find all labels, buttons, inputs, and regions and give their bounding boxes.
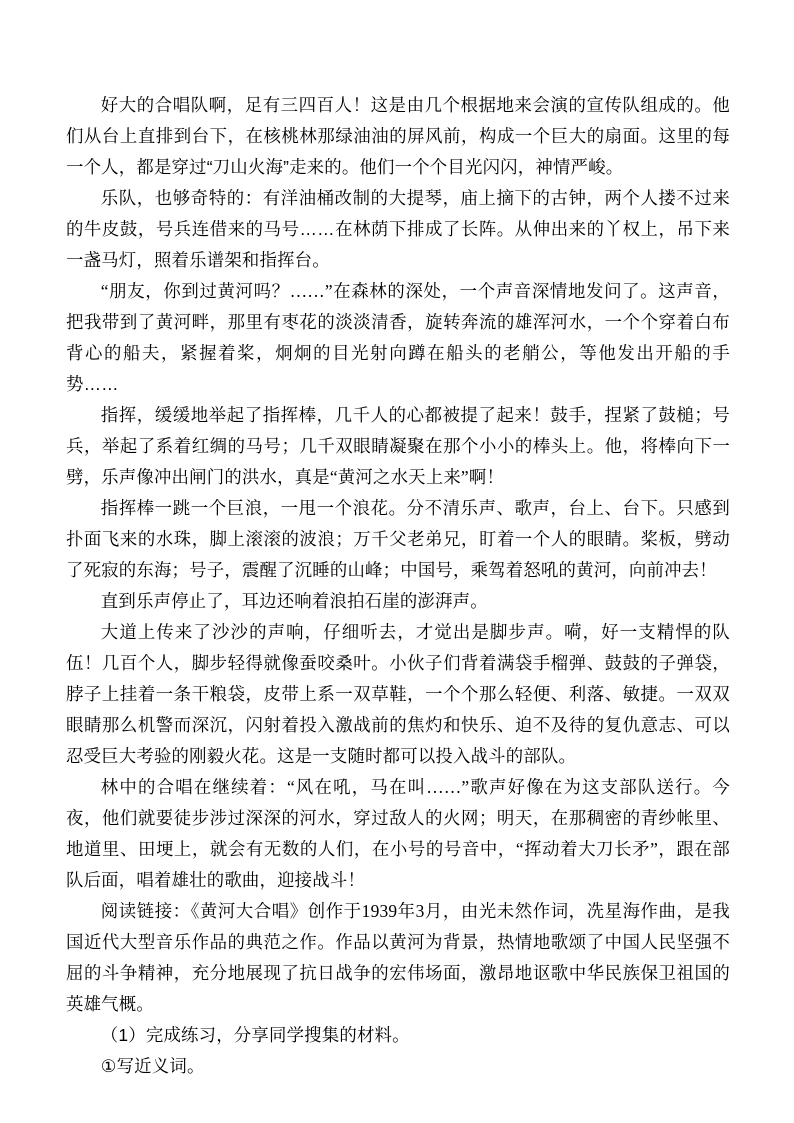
document-body	[66, 90, 730, 1082]
text-run: “朋友，你到过黄河吗？……”	[100, 281, 333, 301]
text-run: 好大的合唱队啊，足有三四百人！这是由几个根据地来会演的宣传队组成的。他们从台上直排到台下，在核桃林那绿油油的屏风前，构成一个巨大的扇面。这里的每一个人，都是穿过“刀山火海”走来的。他们一个个目光闪闪，神情严峻。	[66, 95, 730, 177]
text-run: 指挥，缓缓地举起了指挥棒，几千人的心都被提了起来！鼓手，捏紧了鼓槌；号兵，举起了系着红绸的马号；几千双眼睛凝聚在那个小小的棒头上。他，将棒向下一劈，乐声像冲出闸门的洪水，真是	[66, 405, 730, 487]
text-run: ①写近义词。	[100, 1056, 205, 1076]
text-run: 月，由光未然作词，冼星海作曲，是我国近代大型音乐作品的典范之作。作品以黄河为背景，热情地歌颂了中国人民坚强不屈的斗争精神，充分地展现了抗日战争的宏伟场面，激昂地讴歌中华民族保卫祖国的英雄气概。	[66, 901, 731, 1014]
paragraph	[66, 493, 730, 586]
text-run: 直到乐声停止了，耳边还响着浪拍石崖的澎湃声。	[100, 591, 488, 611]
text-run: 3	[415, 901, 425, 921]
text-run: ，跟在部队后面，唱着雄壮的歌曲，迎接战斗！	[66, 839, 730, 890]
text-run: 创作于	[307, 901, 362, 921]
text-run: 年	[397, 901, 416, 921]
paragraph	[66, 400, 730, 493]
text-run: “风在吼，马在叫……”歌声好像在为这支部队送行。今夜，他们	[66, 777, 730, 828]
paragraph	[66, 276, 730, 400]
text-run: 指挥棒一跳一个巨浪，一甩一个浪花。分不清乐声、歌声，台上、台下。只感到扑面飞来的水珠，脚上滚滚的波浪；万千父老弟兄，盯着一个人的眼睛。桨板，劈动了死寂的东海；号子，震醒了沉睡的山峰；中国号，乘驾着怒吼的黄河，向前冲去！	[66, 498, 730, 580]
text-run: 大道上传来了沙沙的声响，仔细听去，才觉出是脚步声。嗬，好一支精悍的队伍！几百个人，脚步轻得就像蚕咬桑叶。小伙子们背着满袋手榴弹、鼓鼓的子弹袋，脖子上挂着一条干粮袋，皮带上系一双草鞋，一个个那么轻便、利落、敏捷。一双双眼睛那么机警而深沉，闪射着投入激战前的焦灼和快乐、迫不及待的复仇意志、可以忍受巨大考验的刚毅火花。这是一支随时都可以投入战斗的部队。	[66, 622, 730, 766]
text-run: “挥动着大刀长矛”	[515, 839, 658, 859]
text-run: 《黄河大合唱》	[190, 901, 308, 921]
text-run: 就要徒步涉过深深的河水，穿过敌人的火网；明天，在那稠密的青纱帐里、地道里、田埂上，就会有无数的人们，在小号的号音中，	[66, 808, 730, 859]
paragraph	[66, 183, 730, 276]
text-run: 阅读链接：	[100, 901, 191, 921]
text-run: 在森林的深处，一个声音深情地发问了。这声音，把我带到了黄河畔，那里有枣花的淡淡清香，旋转奔流的雄浑河水，一个个穿着白布背心的船夫，紧握着桨，炯炯的目光射向蹲在船头的老艄公，等他发出开船的手势……	[66, 281, 730, 394]
text-run: （1）完成练习，分享同学搜集的材料。	[100, 1025, 410, 1045]
paragraph	[66, 896, 730, 1020]
text-run: 啊！	[468, 467, 505, 487]
text-run: “黄河之水天上来”	[329, 467, 469, 487]
text-run: 林中的合唱在继续着：	[100, 777, 287, 797]
paragraph	[66, 90, 730, 183]
paragraph	[66, 617, 730, 772]
paragraph	[66, 1020, 730, 1051]
paragraph	[66, 1051, 730, 1082]
paragraph	[66, 586, 730, 617]
text-run: 1939	[361, 901, 398, 921]
paragraph	[66, 772, 730, 896]
text-run: 乐队，也够奇特的：有洋油桶改制的大提琴，庙上摘下的古钟，两个人搂不过来的牛皮鼓，号兵连借来的马号……在林荫下排成了长阵。从伸出来的丫权上，吊下来一盏马灯，照着乐谱架和指挥台。	[66, 188, 730, 270]
